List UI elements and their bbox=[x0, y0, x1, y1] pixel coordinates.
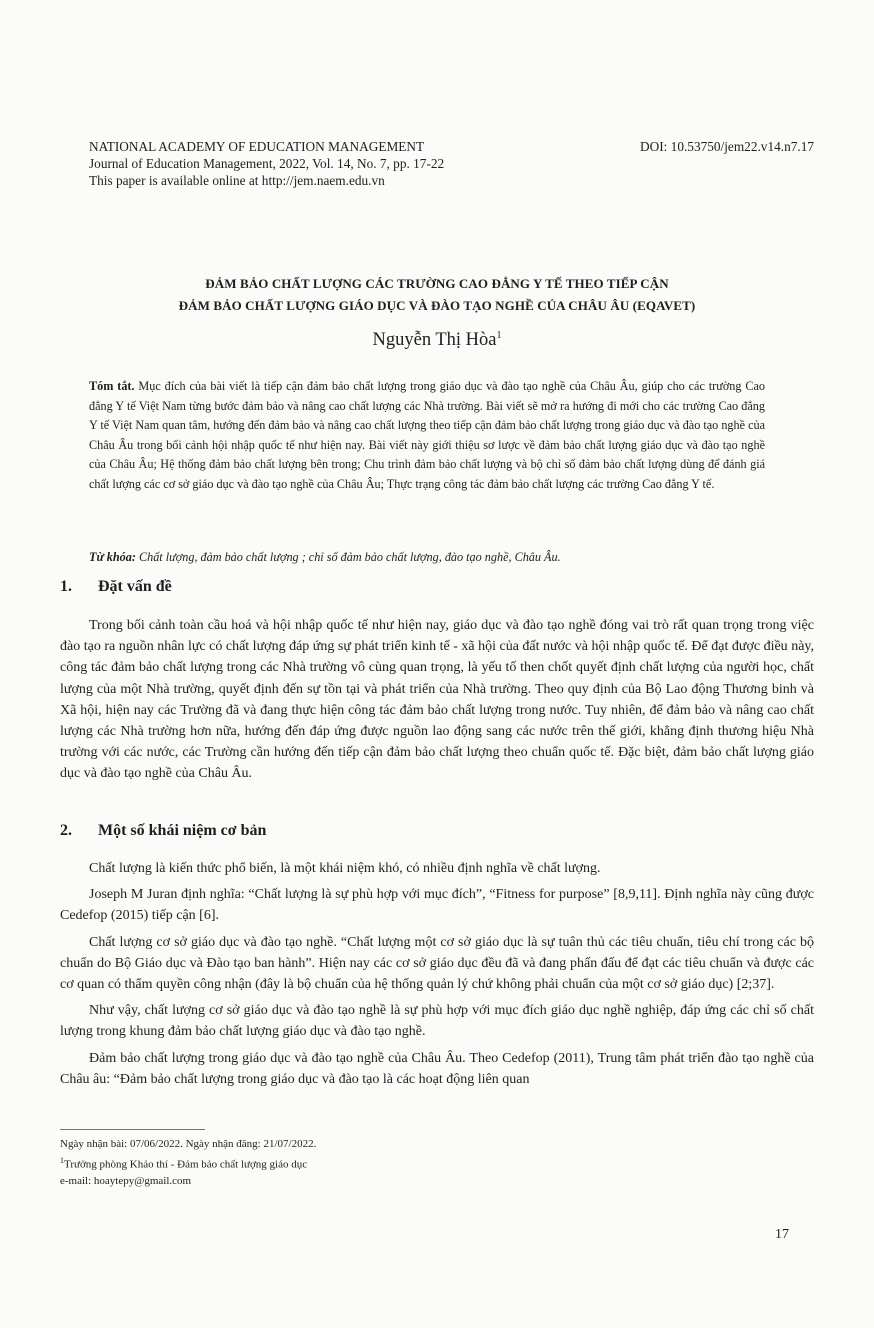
affiliation-note bbox=[60, 1153, 316, 1173]
journal-citation: Journal of Education Management, 2022, Vol. 14, No. 7, pp. 17-22 bbox=[89, 156, 445, 171]
title-line-2: ĐẢM BẢO CHẤT LƯỢNG GIÁO DỤC VÀ ĐÀO TẠO NGHỀ CỦA CHÂU ÂU (EQAVET) bbox=[178, 298, 696, 313]
doi: DOI: 10.53750/jem22.v14.n7.17 bbox=[640, 139, 814, 154]
paragraph: Như vậy, chất lượng cơ sở giáo dục và đào tạo nghề là sự phù hợp với mục đích giáo dục nghề nghiệp, đáp ứng các chỉ số chất lượng trong khung đảm bảo chất lượng giáo dục và đào tạo nghề. bbox=[60, 1003, 814, 1040]
paper-title bbox=[60, 273, 814, 317]
author bbox=[60, 330, 814, 351]
section-2-number: 2. bbox=[60, 822, 72, 839]
section-2-title: Một số khái niệm cơ bản bbox=[98, 822, 267, 839]
abstract-label: Tóm tắt. bbox=[89, 379, 135, 393]
paragraph: Chất lượng là kiến thức phổ biến, là một khái niệm khó, có nhiều định nghĩa về chất lượng. bbox=[89, 861, 601, 876]
section-2-body bbox=[60, 858, 814, 1090]
affiliation-text: Trưởng phòng Khảo thí - Đảm bảo chất lượng giáo dục bbox=[64, 1158, 308, 1171]
footnotes bbox=[60, 1136, 316, 1189]
author-name: Nguyễn Thị Hòa bbox=[372, 330, 497, 351]
section-1-heading bbox=[60, 578, 172, 596]
received-dates: Ngày nhận bài: 07/06/2022. Ngày nhận đăng: 21/07/2022. bbox=[60, 1138, 317, 1150]
title-line-1: ĐẢM BẢO CHẤT LƯỢNG CÁC TRƯỜNG CAO ĐẲNG Y TẾ THEO TIẾP CẬN bbox=[205, 276, 669, 291]
paragraph: Trong bối cảnh toàn cầu hoá và hội nhập quốc tế như hiện nay, giáo dục và đào tạo nghề đóng vai trò rất quan trọng trong việc đào tạo ra nguồn nhân lực có chất lượng đáp ứng sự phát triển kinh tế - xã hội của đất nước và hội nhập quốc tế. Để đạt được điều này, công tác đảm bảo chất lượng trong các Nhà trường vô cùng quan trọng, là yếu tố then chốt quyết định chất lượng của người học, chất lượng của một Nhà trường, quyết định đến sự tồn tại và phát triển của Nhà trường. Theo quy định của Bộ Lao động Thương binh và Xã hội, hiện nay các Trường đã và đang thực hiện công tác đảm bảo chất lượng trong nước. Tuy nhiên, để đảm bảo và nâng cao chất lượng các Nhà trường hơn nữa, hướng đến đáp ứng được nguồn lao động sang các nước trên thế giới, khẳng định thương hiệu Nhà trường với các nước, các Trường cần hướng đến tiếp cận đảm bảo chất lượng theo chuẩn quốc tế. Đặc biệt, đảm bảo chất lượng giáo dục và đào tạo nghề của Châu Âu. bbox=[60, 618, 814, 782]
keywords bbox=[89, 548, 765, 566]
institution-name: NATIONAL ACADEMY OF EDUCATION MANAGEMENT bbox=[89, 139, 425, 154]
affiliation-mark: 1 bbox=[60, 1155, 64, 1165]
abstract-text: Mục đích của bài viết là tiếp cận đảm bảo chất lượng trong giáo dục và đào tạo nghề của Châu Âu, giúp cho các trường Cao đẳng Y tế Việt Nam từng bước đảm bảo và nâng cao chất lượng các Nhà trường. Bài viết sẽ mở ra hướng đi mới cho các trường Cao đẳng Y tế Việt Nam quan tâm, hướng đến đảm bảo và nâng cao chất lượng theo tiếp cận đảm bảo chất lượng trong giáo dục và đào tạo nghề của Châu Âu trong bối cảnh hội nhập quốc tế như hiện nay. Bài viết này giới thiệu sơ lược về đảm bảo chất lượng giáo dục và đào tạo nghề của Châu Âu; Hệ thống đảm bảo chất lượng bên trong; Chu trình đảm bảo chất lượng và bộ chỉ số đảm bảo chất lượng dùng để đánh giá chất lượng các cơ sở giáo dục và đào tạo nghề của Châu Âu; Thực trạng công tác đảm bảo chất lượng các trường Cao đẳng Y tế. bbox=[89, 379, 765, 491]
journal-header bbox=[89, 138, 814, 189]
section-2-heading bbox=[60, 822, 266, 840]
paragraph: Joseph M Juran định nghĩa: “Chất lượng là sự phù hợp với mục đích”, “Fitness for purpose” [8,9,11]. Định nghĩa này cũng được Cedefop (2015) tiếp cận [6]. bbox=[60, 887, 814, 924]
availability-note: This paper is available online at http://jem.naem.edu.vn bbox=[89, 173, 385, 188]
section-1-number: 1. bbox=[60, 578, 72, 595]
section-1-body bbox=[60, 615, 814, 785]
page-number: 17 bbox=[775, 1227, 789, 1242]
paragraph: Đảm bảo chất lượng trong giáo dục và đào tạo nghề của Châu Âu. Theo Cedefop (2011), Trung tâm phát triển đào tạo nghề của Châu âu: “Đảm bảo chất lượng trong giáo dục và đào tạo là các hoạt động liên quan bbox=[60, 1050, 814, 1087]
keywords-label: Từ khóa: bbox=[89, 550, 136, 564]
author-email: e-mail: hoaytepy@gmail.com bbox=[60, 1174, 192, 1187]
footnote-divider bbox=[60, 1129, 205, 1130]
abstract bbox=[89, 377, 765, 495]
section-1-title: Đặt vấn đề bbox=[98, 578, 172, 595]
keywords-text: Chất lượng, đảm bảo chất lượng ; chỉ số đảm bảo chất lượng, đào tạo nghề, Châu Âu. bbox=[135, 550, 561, 564]
author-footnote-mark: 1 bbox=[496, 330, 502, 341]
paragraph: Chất lượng cơ sở giáo dục và đào tạo nghề. “Chất lượng một cơ sở giáo dục là sự tuân thủ các tiêu chuẩn, tiêu chí trong các bộ chuẩn do Bộ Giáo dục và Đào tạo ban hành”. Hiện nay các cơ sở giáo dục đều đã và đang phấn đấu để đạt các tiêu chuẩn và được các cơ quan có thẩm quyền công nhận (đây là bộ chuẩn của hệ thống quản lý chứ không phải chuẩn của một cơ sở giáo dục) [2;37]. bbox=[60, 934, 814, 993]
